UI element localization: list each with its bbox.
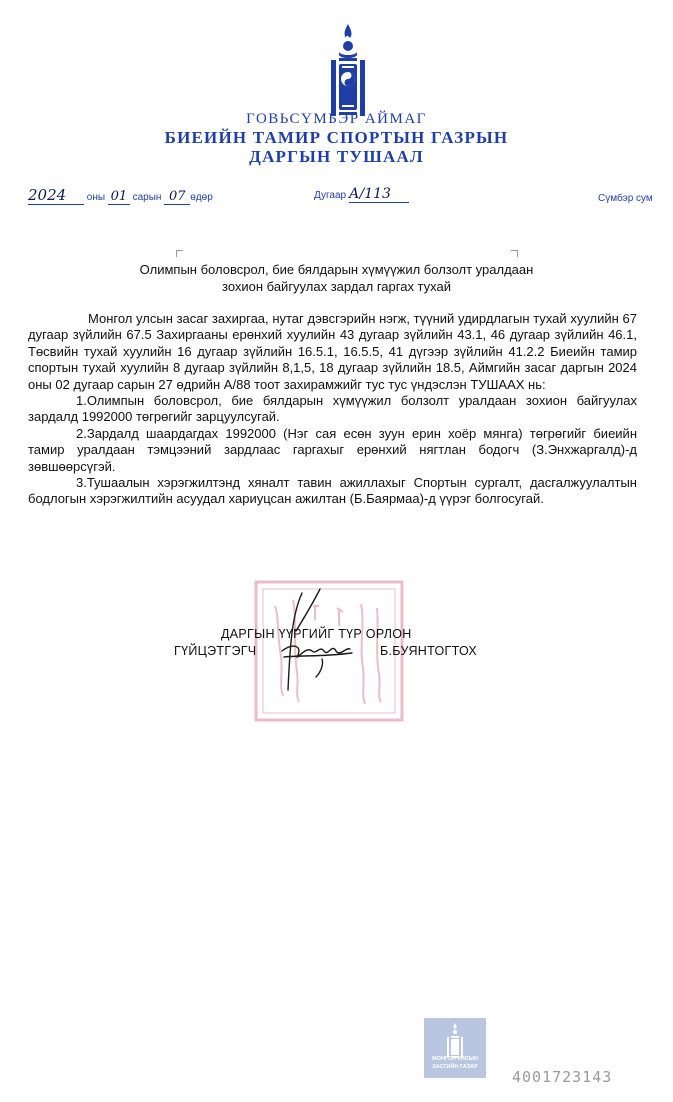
date-line (28, 186, 213, 205)
signature-title-line1: ДАРГЫН ҮҮРГИЙГ ТҮР ОРЛОН (221, 627, 412, 641)
soyombo-emblem-icon (329, 22, 367, 120)
order-title-line1: Олимпын боловсрол, бие бялдарын хүмүүжил болзолт уралдаан (139, 262, 534, 277)
header-province: ГОВЬСҮМБЭР АЙМАГ (246, 111, 427, 127)
title-corner-left (176, 250, 183, 257)
order-item-3: 3.Тушаалын хэрэгжилтэнд хяналт тавин ажиллахыг Спортын сургалт, дасгалжуулалтын бодлогын хэрэгжилтийн асуудал хариуцсан ажилтан (Б.Баярмаа)-д үүрэг болгосугай. (28, 475, 637, 507)
signature-title-line2: ГҮЙЦЭТГЭГЧ (174, 644, 257, 658)
place: Сүмбэр сум (598, 193, 653, 204)
footer-logo-line2: ЗАСГИЙН ГАЗАР (432, 1064, 478, 1070)
date-month: 01 (110, 189, 128, 204)
handwritten-signature (262, 585, 382, 695)
footer-soyombo-icon (447, 1023, 463, 1059)
month-suffix: сарын (132, 192, 162, 203)
title-corner-right (511, 250, 518, 257)
number-line (314, 186, 409, 203)
number-label: Дугаар (314, 190, 347, 201)
preamble-paragraph: Монгол улсын засаг захиргаа, нутаг дэвсгэрийн нэгж, түүний удирдлагын тухай хуулийн 67 дугаар зүйлийн 67.5 Захиргааны ерөнхий хуулийн 43 дугаар зүйлийн 43.1, 46 дугаар зүйлийн 46.1, Төсвийн тухай хуулийн 16 дугаар зүйлийн 16.5.1, 16.5.5, 41 дүгээр зүйлийн 41.2.2 Биеийн тамир спортын тухай хуулийн 8 дугаар зүйлийн 8,1,5, 18 дугаар зүйлийн 18.5, Аймгийн засаг даргын 2024 оны 02 дугаар сарын 27 өдрийн А/88 тоот захирамжийг тус тус үндэслэн ТУШААХ нь: (28, 311, 637, 392)
header-agency: БИЕИЙН ТАМИР СПОРТЫН ГАЗРЫН (164, 128, 509, 147)
footer-logo-line1: МОНГОЛ УЛСЫН (432, 1056, 478, 1062)
order-number: А/113 (348, 186, 391, 202)
order-body (28, 311, 637, 508)
signatory-name: Б.БУЯНТОГТОХ (380, 644, 478, 658)
order-item-2: 2.Зардалд шаардагдах 1992000 (Нэг сая есөн зуун ерин хоёр мянга) төгрөгийг биеийн тамир уралдаан тэмцээний зардлаас гаргахыг ерөнхий нягтлан бодогч (З.Энхжаргалд)-д зөвшөөрсүгэй. (28, 425, 637, 474)
date-year: 2024 (28, 186, 67, 204)
year-suffix: оны (86, 192, 106, 203)
date-day: 07 (168, 189, 186, 204)
day-suffix: өдөр (190, 192, 213, 203)
order-item-1: 1.Олимпын боловсрол, бие бялдарын хүмүүжил болзолт уралдаан зохион байгуулах зардалд 1992000 төгрөгийг зарцуулсугай. (28, 393, 637, 425)
order-title-line2: зохион байгуулах зардал гаргах тухай (222, 279, 451, 294)
document-code: 4001723143 (512, 1068, 613, 1086)
header-doc-type: ДАРГЫН ТУШААЛ (249, 147, 424, 166)
